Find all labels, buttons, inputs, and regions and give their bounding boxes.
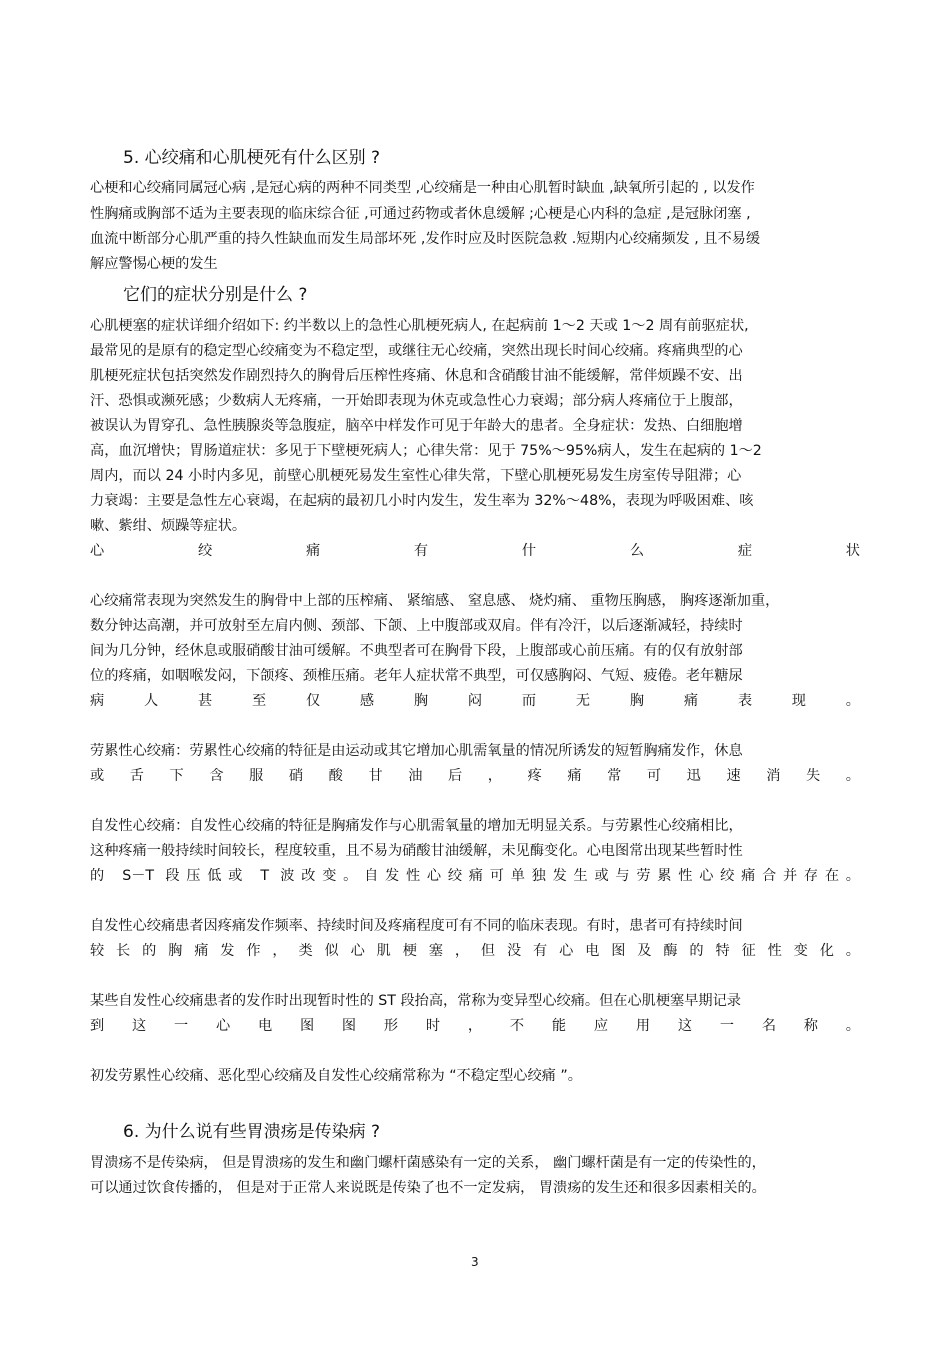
paragraph-line: 汗、恐惧或濒死感；少数病人无疼痛，一开始即表现为休克或急性心力衰竭；部分病人疼痛位于上腹部， [90, 393, 743, 409]
paragraph-line: 到这一心电图图形时，不能应用这一名称。 [90, 1018, 860, 1034]
paragraph-line: 高，血沉增快；胃肠道症状：多见于下壁梗死病人；心律失常：见于 75%～95%病人，发生在起病的 1～2 [90, 443, 762, 459]
paragraph-line: 自发性心绞痛患者因疼痛发作频率、持续时间及疼痛程度可有不同的临床表现。有时，患者可有持续时间 [90, 918, 743, 934]
paragraph-line: 劳累性心绞痛：劳累性心绞痛的特征是由运动或其它增加心肌需氧量的情况所诱发的短暂胸痛发作，休息 [90, 743, 743, 759]
paragraph-line: 的 S－T 段压低或 T 波改变。自发性心绞痛可单独发生或与劳累性心绞痛合并存在。 [90, 868, 860, 884]
paragraph-line: 某些自发性心绞痛患者的发作时出现暂时性的 ST 段抬高，常称为变异型心绞痛。但在心肌梗塞早期记录 [90, 993, 741, 1009]
paragraph-line: 位的疼痛，如咽喉发闷，下颌疼、颈椎压痛。老年人症状常不典型，可仅感胸闷、气短、疲倦。老年糖尿 [90, 668, 743, 684]
paragraph-line: 心梗和心绞痛同属冠心病 ,是冠心病的两种不同类型 ,心绞痛是一种由心肌暂时缺血 ,缺氧所引起的 , 以发作 [90, 180, 755, 196]
paragraph-line: 较长的胸痛发作，类似心肌梗塞，但没有心电图及酶的特征性变化。 [90, 943, 860, 959]
paragraph-line: 解应警惕心梗的发生 [90, 256, 218, 272]
section-5-heading: 5. 心绞痛和心肌梗死有什么区别 ? [123, 148, 381, 168]
page-number: 3 [471, 1255, 479, 1269]
paragraph-line: 最常见的是原有的稳定型心绞痛变为不稳定型，或继往无心绞痛，突然出现长时间心绞痛。疼痛典型的心 [90, 343, 743, 359]
paragraph-line: 性胸痛或胸部不适为主要表现的临床综合征 ,可通过药物或者休息缓解 ;心梗是心内科的急症 ,是冠脉闭塞 , [90, 206, 751, 222]
paragraph-line: 间为几分钟，经休息或服硝酸甘油可缓解。不典型者可在胸骨下段，上腹部或心前压痛。有的仅有放射部 [90, 643, 743, 659]
paragraph-line: 胃溃疡不是传染病， 但是胃溃疡的发生和幽门螺杆菌感染有一定的关系， 幽门螺杆菌是有一定的传染性的， [90, 1155, 766, 1171]
paragraph-line: 被误认为胃穿孔、急性胰腺炎等急腹症，脑卒中样发作可见于年龄大的患者。全身症状：发热、白细胞增 [90, 418, 743, 434]
paragraph-line: 血流中断部分心肌严重的持久性缺血而发生局部坏死 ,发作时应及时医院急救 .短期内心绞痛频发 , 且不易缓 [90, 231, 761, 247]
angina-heading: 心绞痛有什么症状 [90, 543, 860, 559]
section-6-heading: 6. 为什么说有些胃溃疡是传染病 ? [123, 1122, 381, 1142]
paragraph-line: 自发性心绞痛：自发性心绞痛的特征是胸痛发作与心肌需氧量的增加无明显关系。与劳累性心绞痛相比， [90, 818, 743, 834]
paragraph-line: 这种疼痛一般持续时间较长，程度较重，且不易为硝酸甘油缓解，未见酶变化。心电图常出现某些暂时性 [90, 843, 743, 859]
symptoms-subheading: 它们的症状分别是什么 ? [123, 285, 308, 305]
paragraph-line: 心肌梗塞的症状详细介绍如下: 约半数以上的急性心肌梗死病人, 在起病前 1～2 天或 1～2 周有前驱症状, [90, 318, 749, 334]
paragraph-line: 心绞痛常表现为突然发生的胸骨中上部的压榨痛、 紧缩感、 窒息感、 烧灼痛、 重物压胸感， 胸疼逐渐加重， [90, 593, 780, 609]
paragraph-line: 或舌下含服硝酸甘油后，疼痛常可迅速消失。 [90, 768, 860, 784]
paragraph-line: 周内，而以 24 小时内多见，前壁心肌梗死易发生室性心律失常，下壁心肌梗死易发生房室传导阻滞；心 [90, 468, 742, 484]
paragraph-line: 初发劳累性心绞痛、恶化型心绞痛及自发性心绞痛常称为 “不稳定型心绞痛 ”。 [90, 1068, 582, 1084]
paragraph-line: 数分钟达高潮，并可放射至左肩内侧、颈部、下颌、上中腹部或双肩。伴有冷汗，以后逐渐减轻，持续时 [90, 618, 743, 634]
paragraph-line: 力衰竭：主要是急性左心衰竭，在起病的最初几小时内发生，发生率为 32%～48%，表现为呼吸困难、咳 [90, 493, 754, 509]
paragraph-line: 病人甚至仅感胸闷而无胸痛表现。 [90, 693, 860, 709]
paragraph-line: 嗽、紫绀、烦躁等症状。 [90, 518, 247, 534]
paragraph-line: 肌梗死症状包括突然发作剧烈持久的胸骨后压榨性疼痛、休息和含硝酸甘油不能缓解，常伴烦躁不安、出 [90, 368, 743, 384]
paragraph-line: 可以通过饮食传播的， 但是对于正常人来说既是传染了也不一定发病， 胃溃疡的发生还和很多因素相关的。 [90, 1180, 766, 1196]
